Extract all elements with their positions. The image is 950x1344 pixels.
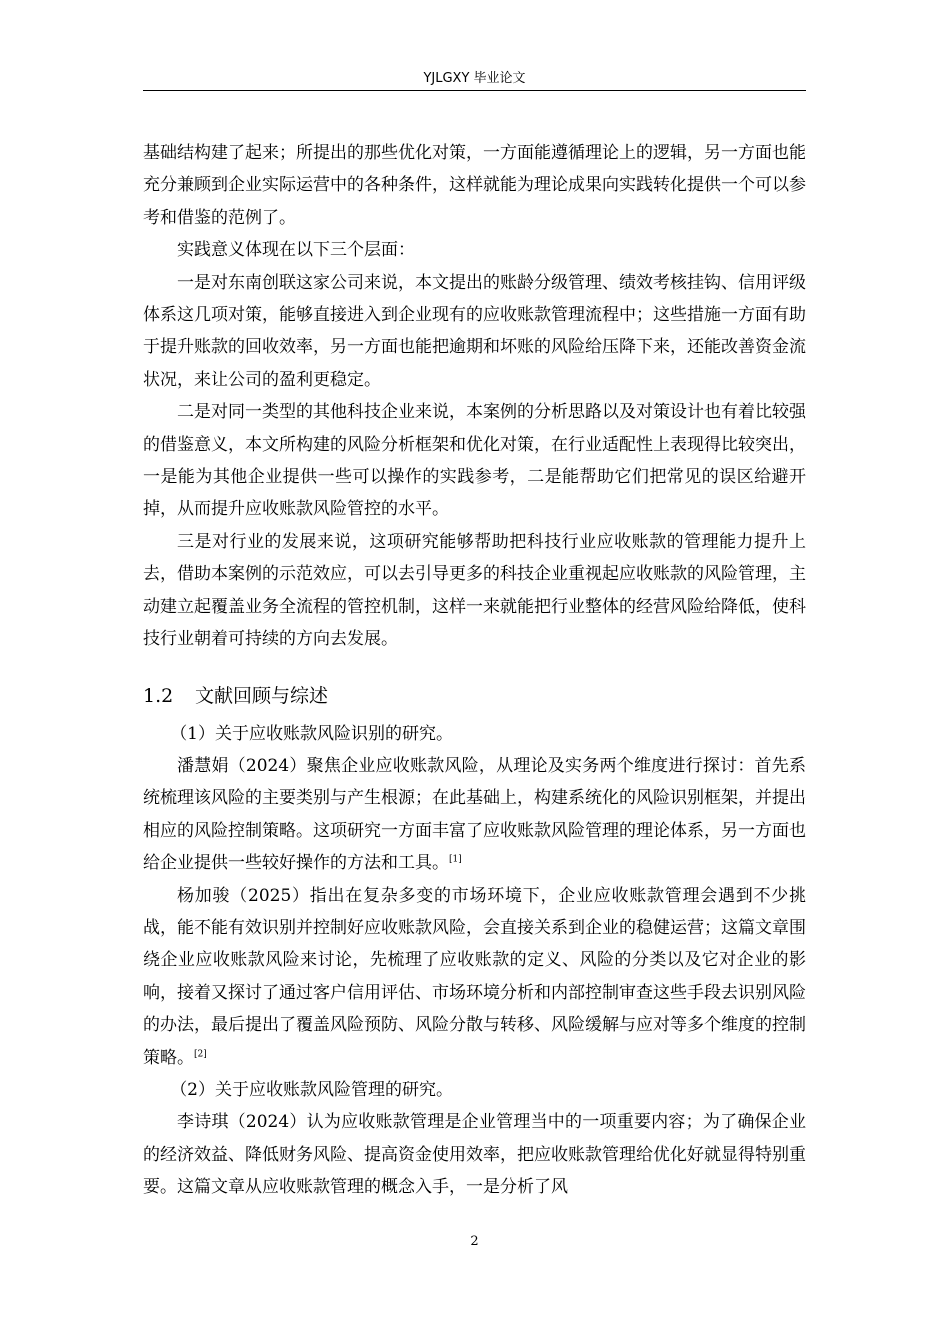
paragraph-point-three: 三是对行业的发展来说，这项研究能够帮助把科技行业应收账款的管理能力提升上去，借助本案例的示范效应，可以去引导更多的科技企业重视起应收账款的风险管理，主动建立起覆盖业务全流程的管控机制，这样一来就能把行业整体的经营风险给降低，使科技行业朝着可持续的方向去发展。 xyxy=(143,531,806,650)
paragraph-practical-significance: 实践意义体现在以下三个层面： xyxy=(177,240,415,261)
paragraph-point-one: 一是对东南创联这家公司来说，本文提出的账龄分级管理、绩效考核挂钩、信用评级体系这几项对策，能够直接进入到企业现有的应收账款管理流程中；这些措施一方面有助于提升账款的回收效率，另一方面也能把逾期和坏账的风险给压降下来，还能改善资金流状况，来让公司的盈利更稳定。 xyxy=(143,272,806,390)
page-number: 2 xyxy=(470,1234,479,1249)
section-number: 1.2 xyxy=(143,684,174,707)
paragraph-point-two: 二是对同一类型的其他科技企业来说，本案例的分析思路以及对策设计也有着比较强的借鉴意义，本文所构建的风险分析框架和优化对策，在行业适配性上表现得比较突出，一是能为其他企业提供一些可以操作的实践参考，二是能帮助它们把常见的误区给避开掉，从而提升应收账款风险管控的水平。 xyxy=(143,402,806,520)
header-rule xyxy=(143,90,806,91)
paragraph-continued: 基础结构建了起来；所提出的那些优化对策，一方面能遵循理论上的逻辑，另一方面也能充分兼顾到企业实际运营中的各种条件，这样就能为理论成果向实践转化提供一个可以参考和借鉴的范例了。 xyxy=(143,143,806,228)
paragraph-yang-jiajun xyxy=(143,880,806,1074)
paragraph-li-shiqi: 李诗琪（2024）认为应收账款管理是企业管理当中的一项重要内容；为了确保企业的经济效益、降低财务风险、提高资金使用效率，把应收账款管理给优化好就显得特别重要。这篇文章从应收账款管理的概念入手，一是分析了风 xyxy=(143,1112,806,1198)
citation-marker: [2] xyxy=(194,1048,207,1059)
citation-marker: [1] xyxy=(449,854,462,865)
section-title: 文献回顾与综述 xyxy=(195,684,329,707)
running-header: YJLGXY 毕业论文 xyxy=(423,71,526,86)
subsection-risk-management: （2）关于应收账款风险管理的研究。 xyxy=(170,1079,454,1100)
paragraph-text: 潘慧娟（2024）聚焦企业应收账款风险，从理论及实务两个维度进行探讨：首先系统梳理该风险的主要类别与产生根源；在此基础上，构建系统化的风险识别框架，并提出相应的风险控制策略。这项研究一方面丰富了应收账款风险管理的理论体系，另一方面也给企业提供一些较好操作的方法和工具。 xyxy=(143,755,806,874)
body-text xyxy=(143,137,806,1204)
subsection-risk-identification: （1）关于应收账款风险识别的研究。 xyxy=(170,723,454,744)
paragraph-text: 杨加骏（2025）指出在复杂多变的市场环境下，企业应收账款管理会遇到不少挑战，能不能有效识别并控制好应收账款风险，会直接关系到企业的稳健运营；这篇文章围绕企业应收账款风险来讨论，先梳理了应收账款的定义、风险的分类以及它对企业的影响，接着又探讨了通过客户信用评估、市场环境分析和内部控制审查这些手段去识别风险的办法，最后提出了覆盖风险预防、风险分散与转移、风险缓解与应对等多个维度的控制策略。 xyxy=(143,885,806,1068)
section-heading xyxy=(143,680,806,712)
paragraph-pan-huijuan xyxy=(143,750,806,880)
